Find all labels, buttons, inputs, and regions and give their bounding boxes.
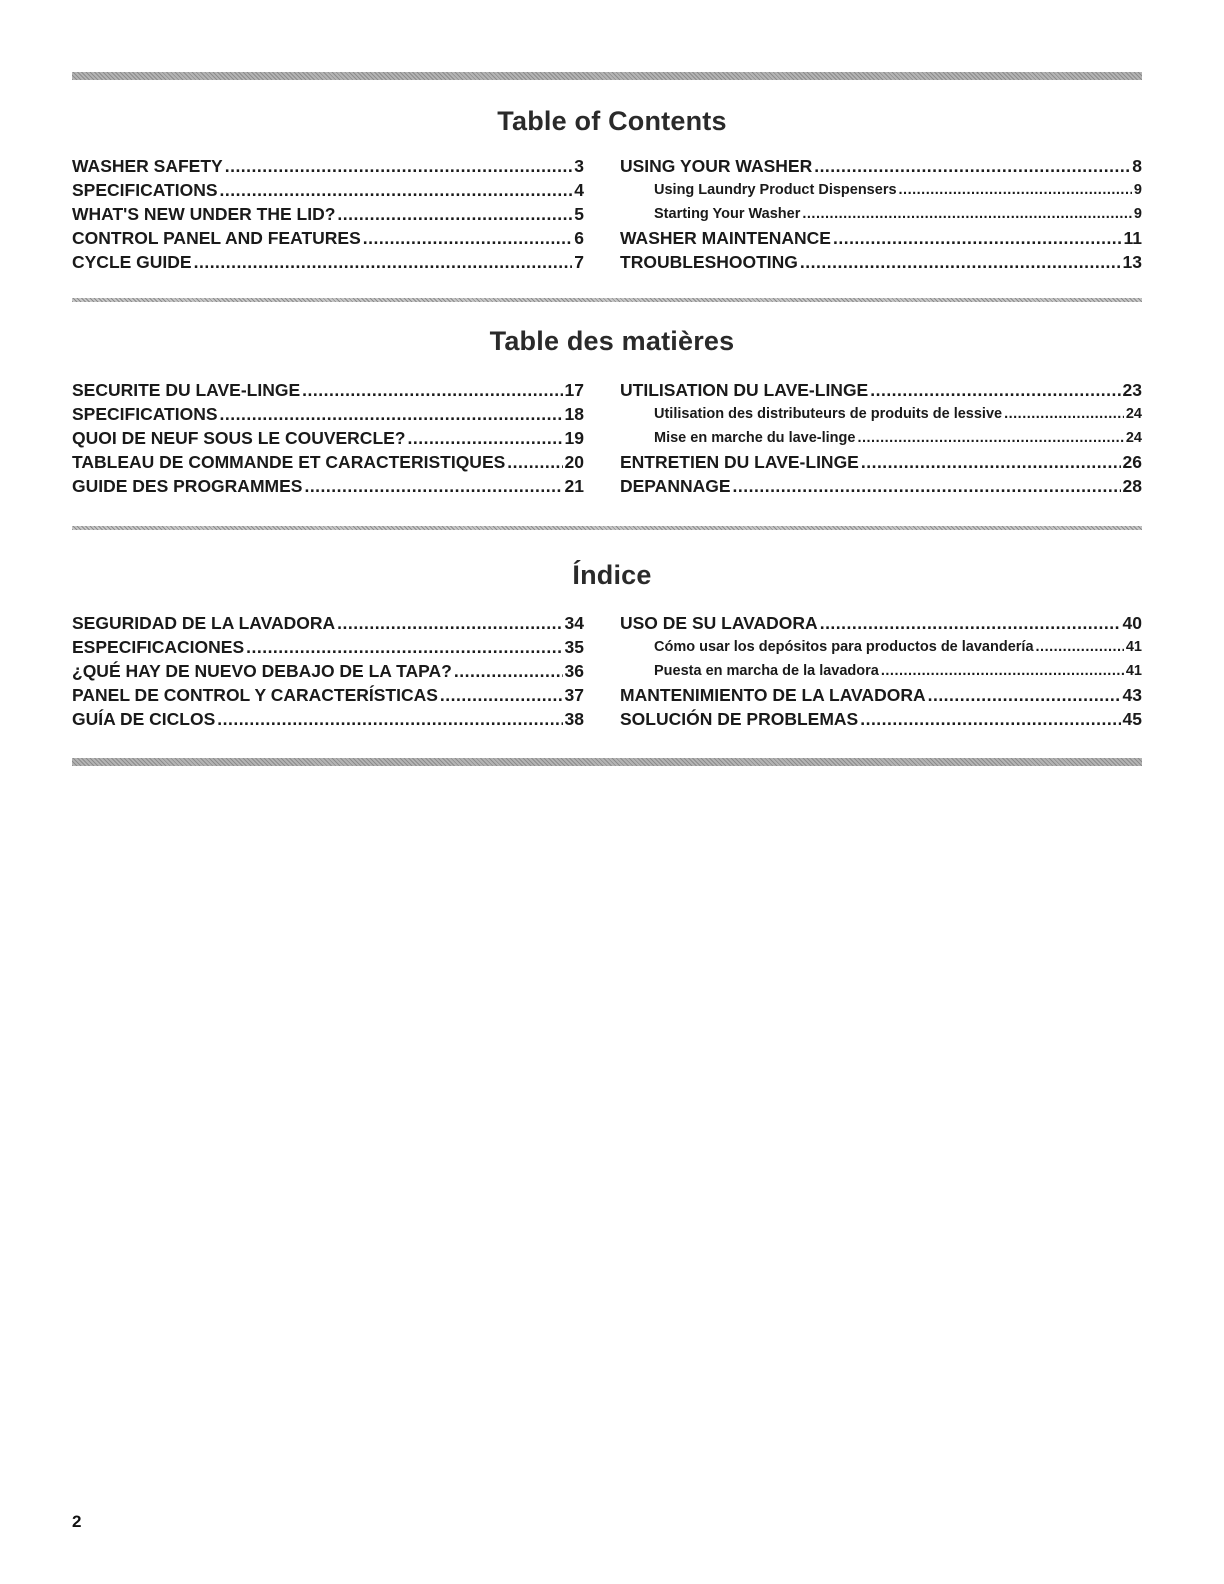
toc-subentry[interactable]: Utilisation des distributeurs de produits de lessive ..... 24 bbox=[620, 402, 1142, 426]
section-divider bbox=[72, 526, 1142, 530]
toc-entry[interactable]: MANTENIMIENTO DE LA LAVADORA ..... 43 bbox=[620, 683, 1142, 707]
toc-column-french-left bbox=[72, 378, 584, 498]
toc-entry[interactable]: QUOI DE NEUF SOUS LE COUVERCLE? ..... 19 bbox=[72, 426, 584, 450]
toc-entry[interactable]: WASHER MAINTENANCE ..... 11 bbox=[620, 226, 1142, 250]
toc-entry[interactable]: WASHER SAFETY ..... 3 bbox=[72, 154, 584, 178]
toc-entry[interactable]: ENTRETIEN DU LAVE-LINGE ..... 26 bbox=[620, 450, 1142, 474]
toc-entry[interactable]: SECURITE DU LAVE-LINGE ..... 17 bbox=[72, 378, 584, 402]
toc-entry[interactable]: CYCLE GUIDE ..... 7 bbox=[72, 250, 584, 274]
toc-subentry[interactable]: Using Laundry Product Dispensers ..... 9 bbox=[620, 178, 1142, 202]
toc-entry[interactable]: GUIDE DES PROGRAMMES ..... 21 bbox=[72, 474, 584, 498]
toc-entry[interactable]: GUÍA DE CICLOS ..... 38 bbox=[72, 707, 584, 731]
toc-entry[interactable]: TROUBLESHOOTING ..... 13 bbox=[620, 250, 1142, 274]
section-title-french: Table des matières bbox=[489, 326, 735, 356]
toc-entry[interactable]: ESPECIFICACIONES ..... 35 bbox=[72, 635, 584, 659]
toc-column-english-right bbox=[620, 154, 1142, 274]
toc-column-spanish-right bbox=[620, 611, 1142, 731]
toc-subentry[interactable]: Puesta en marcha de la lavadora ..... 41 bbox=[620, 659, 1142, 683]
toc-entry[interactable]: USING YOUR WASHER ..... 8 bbox=[620, 154, 1142, 178]
toc-column-spanish-left bbox=[72, 611, 584, 731]
toc-column-english-left bbox=[72, 154, 584, 274]
toc-entry[interactable]: SOLUCIÓN DE PROBLEMAS ..... 45 bbox=[620, 707, 1142, 731]
section-title-spanish: Índice bbox=[572, 560, 652, 590]
top-divider bbox=[72, 72, 1142, 80]
section-title-english: Table of Contents bbox=[497, 106, 727, 136]
toc-entry[interactable]: CONTROL PANEL AND FEATURES ..... 6 bbox=[72, 226, 584, 250]
toc-subentry[interactable]: Mise en marche du lave-linge ..... 24 bbox=[620, 426, 1142, 450]
toc-entry[interactable]: SEGURIDAD DE LA LAVADORA ..... 34 bbox=[72, 611, 584, 635]
toc-column-french-right bbox=[620, 378, 1142, 498]
toc-entry[interactable]: SPECIFICATIONS ..... 4 bbox=[72, 178, 584, 202]
toc-entry[interactable]: WHAT'S NEW UNDER THE LID? ..... 5 bbox=[72, 202, 584, 226]
page-number: 2 bbox=[72, 1512, 82, 1531]
toc-subentry[interactable]: Cómo usar los depósitos para productos de lavandería ..... 41 bbox=[620, 635, 1142, 659]
toc-entry[interactable]: TABLEAU DE COMMANDE ET CARACTERISTIQUES ..... 20 bbox=[72, 450, 584, 474]
bottom-divider bbox=[72, 758, 1142, 766]
toc-entry[interactable]: UTILISATION DU LAVE-LINGE ..... 23 bbox=[620, 378, 1142, 402]
toc-subentry[interactable]: Starting Your Washer ..... 9 bbox=[620, 202, 1142, 226]
toc-entry[interactable]: DEPANNAGE ..... 28 bbox=[620, 474, 1142, 498]
toc-entry[interactable]: PANEL DE CONTROL Y CARACTERÍSTICAS ..... 37 bbox=[72, 683, 584, 707]
section-divider bbox=[72, 298, 1142, 302]
toc-entry[interactable]: ¿QUÉ HAY DE NUEVO DEBAJO DE LA TAPA? ..... 36 bbox=[72, 659, 584, 683]
toc-entry[interactable]: SPECIFICATIONS ..... 18 bbox=[72, 402, 584, 426]
toc-entry[interactable]: USO DE SU LAVADORA ..... 40 bbox=[620, 611, 1142, 635]
